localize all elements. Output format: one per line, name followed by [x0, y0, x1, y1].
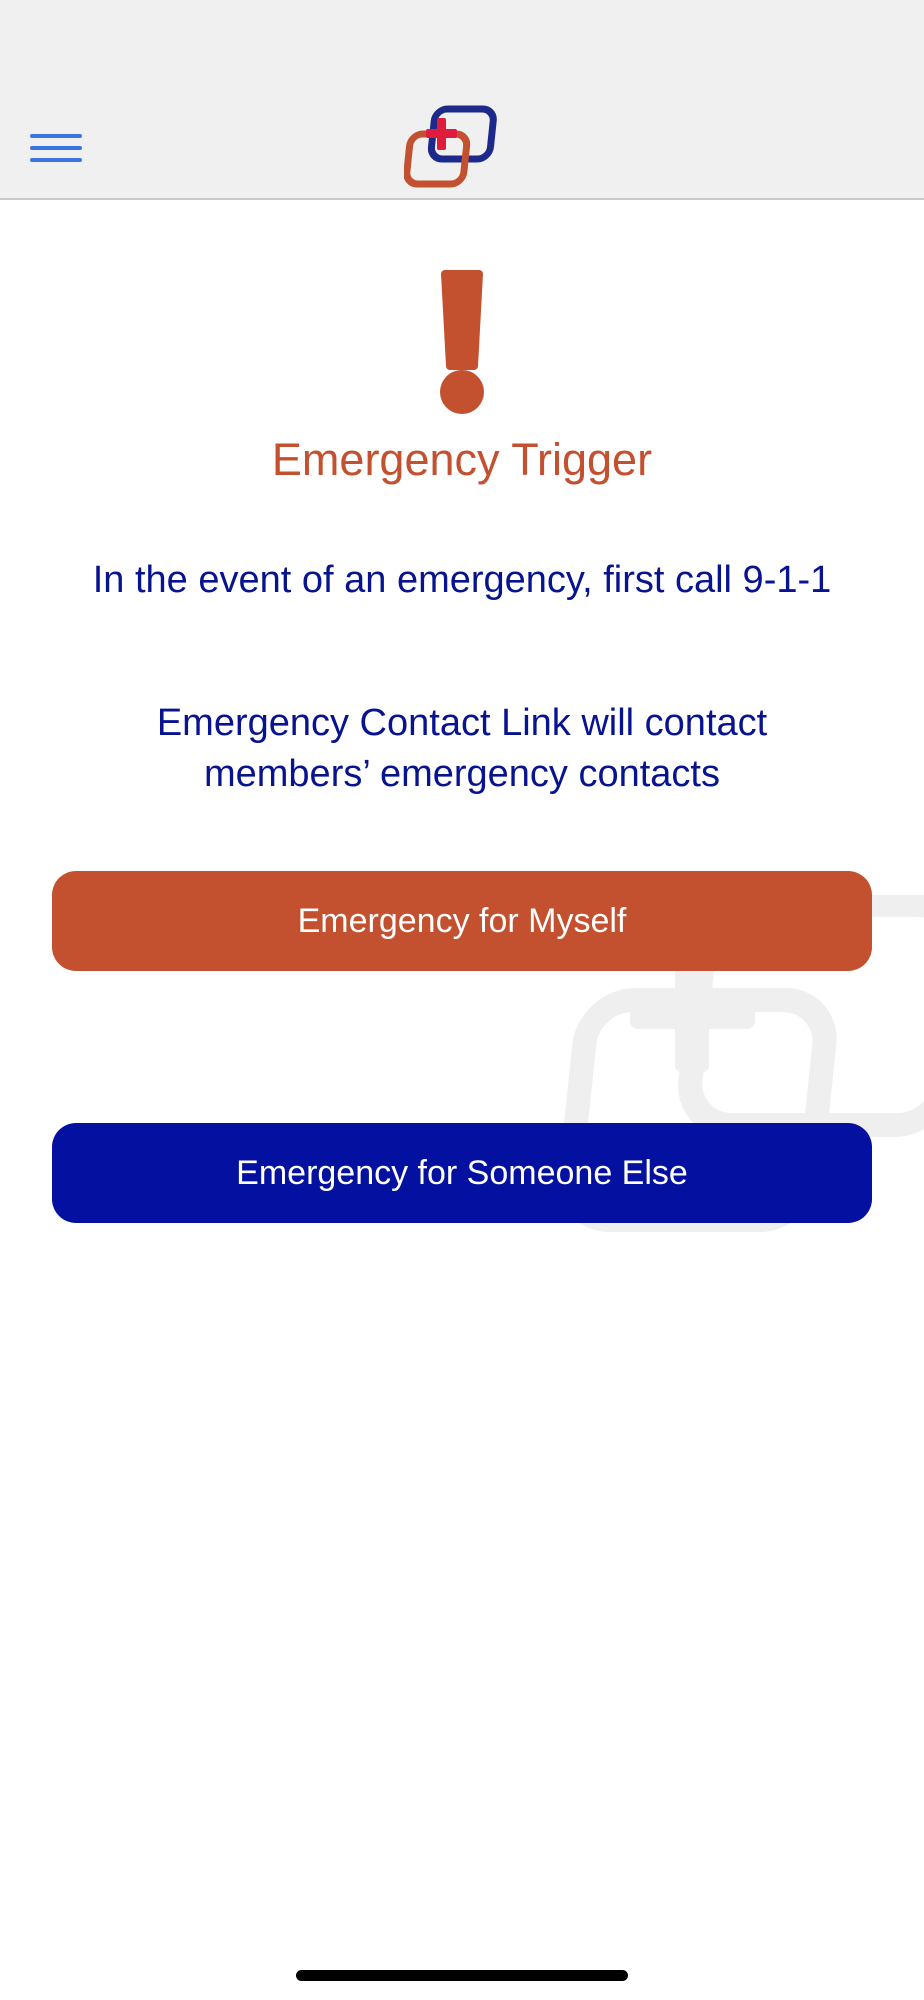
emergency-contact-link-logo-icon — [404, 104, 500, 188]
app-logo — [404, 104, 500, 188]
emergency-for-someone-else-button[interactable]: Emergency for Someone Else — [52, 1123, 872, 1223]
app-header — [0, 0, 924, 200]
home-indicator[interactable] — [296, 1970, 628, 1981]
page-title: Emergency Trigger — [271, 434, 653, 485]
emergency-contacts-message: Emergency Contact Link will contact members’ emergency contacts — [156, 702, 768, 795]
exclamation-icon — [432, 266, 492, 416]
call-911-message: In the event of an emergency, first call 9-1-1 — [92, 559, 832, 601]
emergency-for-myself-button[interactable]: Emergency for Myself — [52, 871, 872, 971]
hamburger-menu-icon — [24, 126, 86, 170]
hamburger-menu-button[interactable] — [24, 126, 86, 170]
